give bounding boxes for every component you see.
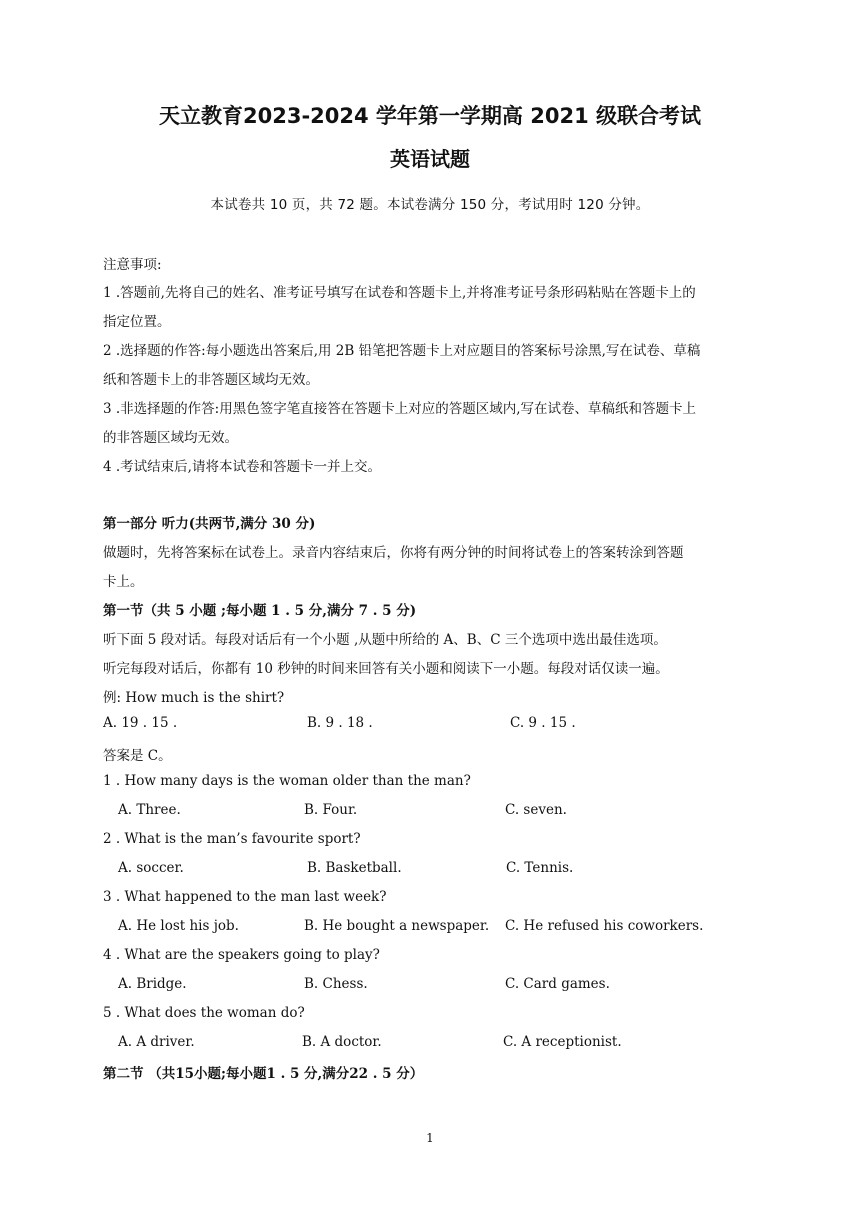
exam-info: 本试卷共 10 页，共 72 题。本试卷满分 150 分，考试用时 120 分钟。 [210, 197, 650, 213]
question-4-option-b: B. Chess. [304, 976, 368, 992]
question-2: 2 . What is the man’s favourite sport? [103, 831, 361, 847]
part1-intro: 卡上。 [103, 574, 144, 590]
question-2-option-a: A. soccer. [118, 860, 184, 876]
example-option-c: C. 9 . 15 . [510, 715, 576, 731]
notice-line: 2 .选择题的作答:每小题选出答案后,用 2B 铅笔把答题卡上对应题目的答案标号涂黑,写在试卷、草稿 [103, 343, 701, 359]
question-1: 1 . How many days is the woman older than the man? [103, 773, 471, 789]
part1-heading: 第一部分 听力(共两节,满分 30 分) [103, 516, 316, 532]
question-2-option-c: C. Tennis. [506, 860, 574, 876]
question-3-option-b: B. He bought a newspaper. [304, 918, 490, 934]
example-option-b: B. 9 . 18 . [307, 715, 373, 731]
question-3-option-c: C. He refused his coworkers. [505, 918, 704, 934]
section1-intro: 听下面 5 段对话。每段对话后有一个小题 ,从题中所给的 A、B、C 三个选项中选出最佳选项。 [103, 632, 667, 648]
question-1-option-c: C. seven. [505, 802, 567, 818]
question-5-option-a: A. A driver. [118, 1034, 195, 1050]
example-question: 例: How much is the shirt? [103, 690, 285, 706]
question-3-option-a: A. He lost his job. [118, 918, 239, 934]
part1-intro: 做题时，先将答案标在试卷上。录音内容结束后，你将有两分钟的时间将试卷上的答案转涂到答题 [103, 545, 684, 561]
question-2-option-b: B. Basketball. [307, 860, 402, 876]
notice-line: 指定位置。 [103, 314, 171, 330]
question-4: 4 . What are the speakers going to play? [103, 947, 380, 963]
example-answer: 答案是 C。 [103, 748, 172, 764]
notice-line: 1 .答题前,先将自己的姓名、准考证号填写在试卷和答题卡上,并将准考证号条形码粘贴在答题卡上的 [103, 285, 696, 301]
question-4-option-c: C. Card games. [505, 976, 610, 992]
section1-intro: 听完每段对话后，你都有 10 秒钟的时间来回答有关小题和阅读下一小题。每段对话仅读一遍。 [103, 661, 669, 677]
exam-subtitle: 英语试题 [390, 147, 470, 171]
page-number: 1 [426, 1131, 434, 1145]
notice-heading: 注意事项: [103, 257, 162, 273]
question-5-option-b: B. A doctor. [302, 1034, 382, 1050]
question-1-option-a: A. Three. [118, 802, 181, 818]
section1-heading: 第一节（共 5 小题 ;每小题 1 . 5 分,满分 7 . 5 分) [103, 603, 417, 619]
notice-line: 4 .考试结束后,请将本试卷和答题卡一并上交。 [103, 459, 381, 475]
notice-line: 3 .非选择题的作答:用黑色签字笔直接答在答题卡上对应的答题区域内,写在试卷、草稿纸和答题卡上 [103, 401, 697, 417]
notice-line: 纸和答题卡上的非答题区域均无效。 [103, 372, 319, 388]
question-5: 5 . What does the woman do? [103, 1005, 305, 1021]
example-option-a: A. 19 . 15 . [103, 715, 178, 731]
question-3: 3 . What happened to the man last week? [103, 889, 387, 905]
question-5-option-c: C. A receptionist. [503, 1034, 622, 1050]
section2-heading: 第二节 （共15小题;每小题1 . 5 分,满分22 . 5 分） [103, 1066, 424, 1082]
exam-title: 天立教育2023-2024 学年第一学期高 2021 级联合考试 [159, 104, 701, 128]
question-1-option-b: B. Four. [304, 802, 358, 818]
question-4-option-a: A. Bridge. [118, 976, 187, 992]
notice-line: 的非答题区域均无效。 [103, 430, 238, 446]
